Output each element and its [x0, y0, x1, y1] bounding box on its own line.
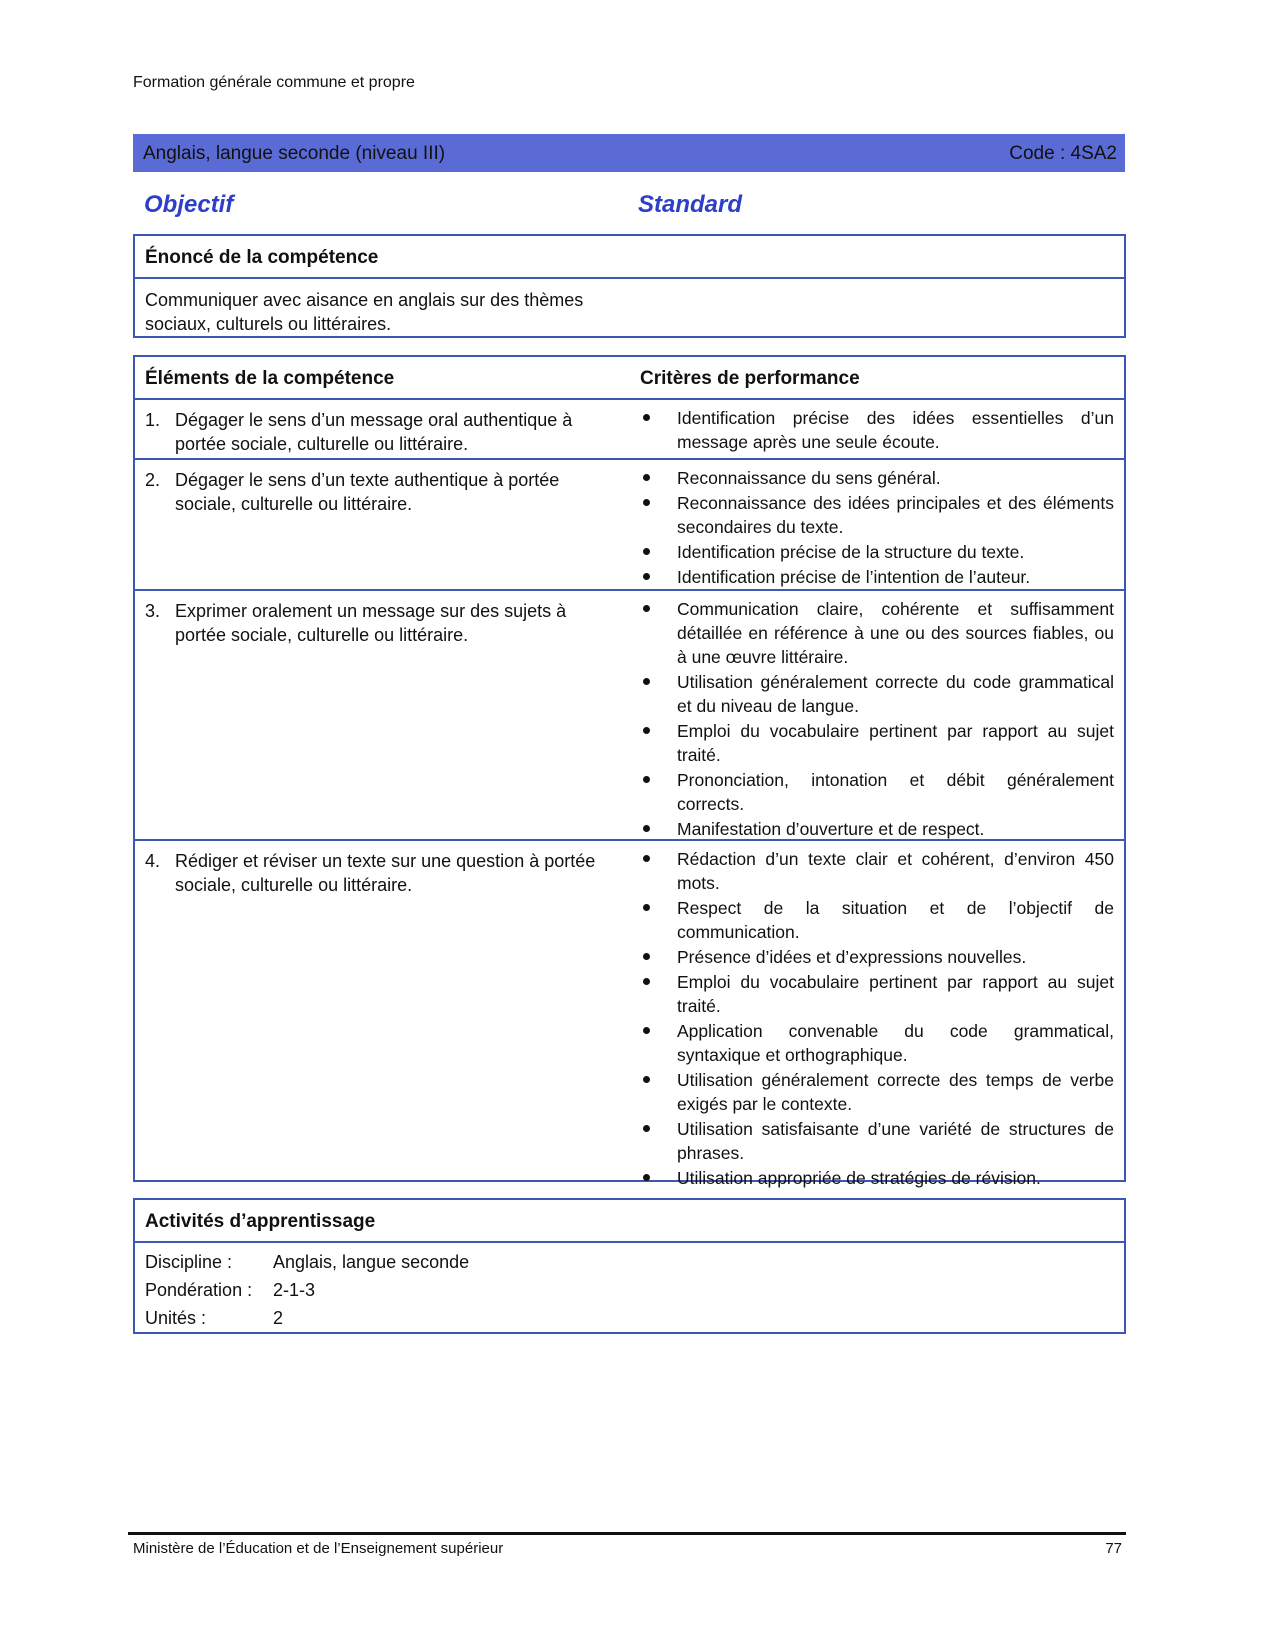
discipline-line	[145, 1252, 470, 1273]
element-row-1	[135, 400, 1124, 460]
criterion: Utilisation appropriée de stratégies de révision.	[640, 1166, 1114, 1190]
activites-box	[133, 1198, 1126, 1334]
criterion: Identification précise de la structure du texte.	[640, 540, 1114, 564]
footer-ministry: Ministère de l’Éducation et de l’Enseignement supérieur	[133, 1540, 504, 1557]
criterion: Prononciation, intonation et débit généralement corrects.	[640, 768, 1114, 816]
objective-label: Objectif	[144, 191, 234, 218]
enonce-heading: Énoncé de la compétence	[135, 236, 1124, 279]
discipline-value: Anglais, langue seconde	[273, 1252, 470, 1272]
criterion: Application convenable du code grammatical, syntaxique et orthographique.	[640, 1019, 1114, 1067]
activites-heading: Activités d’apprentissage	[135, 1200, 1124, 1243]
element-text: Rédiger et réviser un texte sur une question à portée sociale, culturelle ou littéraire.	[175, 851, 596, 895]
criterion: Utilisation généralement correcte du code grammatical et du niveau de langue.	[640, 670, 1114, 718]
criterion: Identification précise des idées essentielles d’un message après une seule écoute.	[640, 406, 1114, 454]
enonce-box	[133, 234, 1126, 338]
criterion: Utilisation satisfaisante d’une variété de structures de phrases.	[640, 1117, 1114, 1165]
enonce-text: Communiquer avec aisance en anglais sur des thèmes sociaux, culturels ou littéraires.	[145, 290, 584, 334]
elements-header	[135, 357, 1124, 400]
element-text: Exprimer oralement un message sur des sujets à portée sociale, culturelle ou littéraire.	[175, 601, 567, 645]
criterion: Reconnaissance des idées principales et des éléments secondaires du texte.	[640, 491, 1114, 539]
standard-label: Standard	[638, 191, 743, 218]
criterion: Respect de la situation et de l’objectif de communication.	[640, 896, 1114, 944]
discipline-label: Discipline :	[145, 1252, 233, 1272]
criterion: Reconnaissance du sens général.	[640, 466, 1114, 490]
element-row-4	[135, 841, 1124, 1188]
element-number: 4.	[145, 851, 161, 871]
unites-value: 2	[273, 1308, 284, 1328]
course-title: Anglais, langue seconde (niveau III)	[143, 143, 446, 164]
element-row-2	[135, 460, 1124, 591]
criterion: Utilisation généralement correcte des temps de verbe exigés par le contexte.	[640, 1068, 1114, 1116]
element-row-3	[135, 591, 1124, 841]
ponderation-value: 2-1-3	[273, 1280, 316, 1300]
element-text: Dégager le sens d’un texte authentique à portée sociale, culturelle ou littéraire.	[175, 470, 560, 514]
criterion: Identification précise de l’intention de l’auteur.	[640, 565, 1114, 589]
unites-label: Unités :	[145, 1308, 207, 1328]
course-code: Code : 4SA2	[1009, 143, 1117, 164]
criterion: Communication claire, cohérente et suffisamment détaillée en référence à une ou des sources fiables, ou à une œuvre littéraire.	[640, 597, 1114, 669]
footer-rule	[128, 1532, 1126, 1535]
objective-row	[144, 191, 1124, 221]
elements-heading: Éléments de la compétence	[145, 368, 395, 389]
ponderation-label: Pondération :	[145, 1280, 253, 1300]
criterion: Emploi du vocabulaire pertinent par rapport au sujet traité.	[640, 719, 1114, 767]
criterion: Manifestation d’ouverture et de respect.	[640, 817, 1114, 841]
element-text: Dégager le sens d’un message oral authentique à portée sociale, culturelle ou littéraire.	[175, 410, 573, 454]
unites-line	[145, 1308, 284, 1329]
title-bar	[133, 134, 1125, 172]
page-number: 77	[1105, 1540, 1122, 1557]
criterion: Emploi du vocabulaire pertinent par rapport au sujet traité.	[640, 970, 1114, 1018]
ponderation-line	[145, 1280, 316, 1301]
element-number: 1.	[145, 410, 161, 430]
element-number: 2.	[145, 470, 161, 490]
criterion: Rédaction d’un texte clair et cohérent, d’environ 450 mots.	[640, 847, 1114, 895]
element-number: 3.	[145, 601, 161, 621]
header-label: Formation générale commune et propre	[133, 74, 415, 91]
criterion: Présence d’idées et d’expressions nouvelles.	[640, 945, 1114, 969]
criteria-heading: Critères de performance	[640, 368, 860, 389]
elements-box	[133, 355, 1126, 1188]
